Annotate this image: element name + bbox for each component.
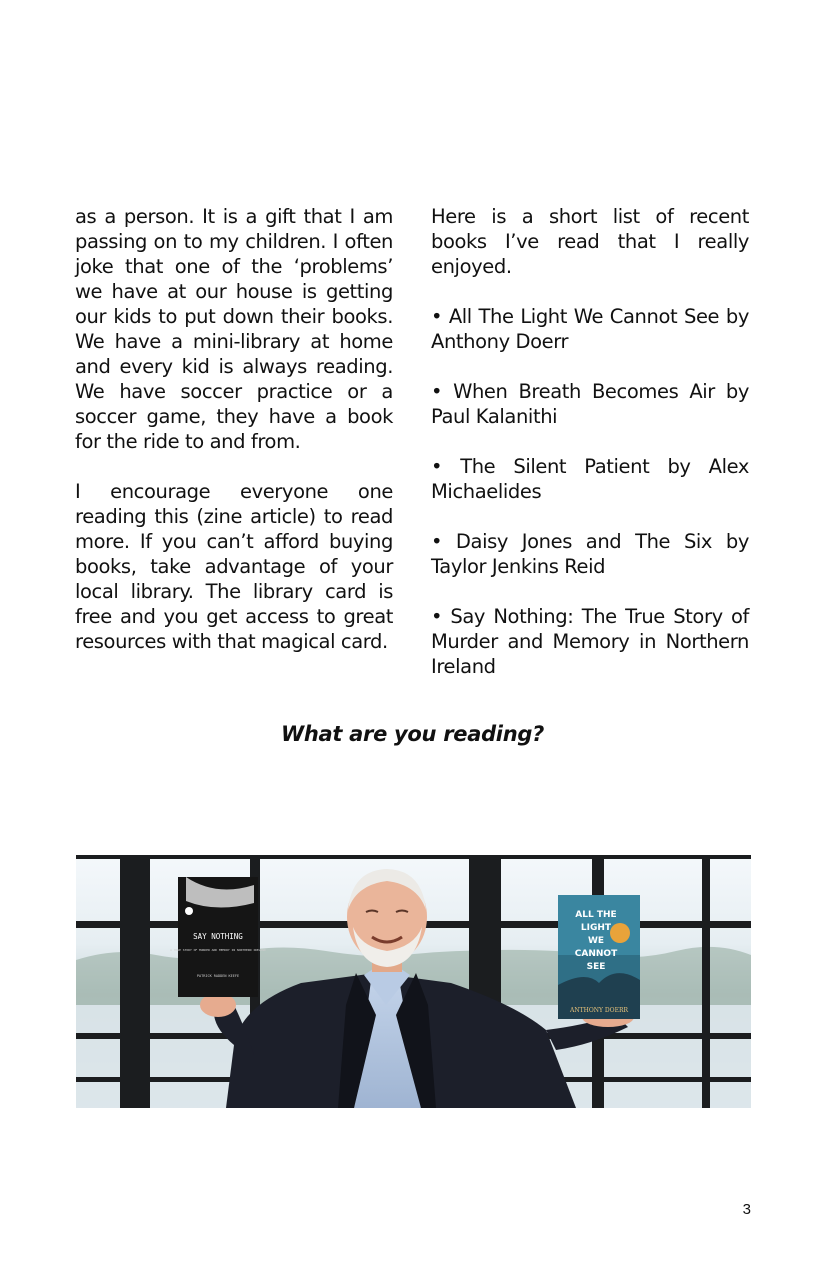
left-column bbox=[75, 204, 393, 679]
man-holding-books-photo bbox=[76, 855, 751, 1108]
book-list bbox=[431, 304, 749, 679]
paragraph-reading-at-home: as a person. It is a gift that I am passing on to my children. I often joke that one of the ‘problems’ we have at our house is getting our kids to put down their books. We have a mini-library at home and every kid is always reading. We have soccer practice or a soccer game, they have a book for the ride to and from. bbox=[75, 205, 393, 453]
all-the-light-author: ANTHONY DOERR bbox=[570, 1007, 628, 1014]
say-nothing-subtitle: A TRUE STORY OF MURDER AND MEMORY IN NORTHERN IRELAND bbox=[170, 948, 266, 952]
all-the-light-title-line: ALL THE bbox=[575, 910, 617, 920]
book-list-item: • Daisy Jones and The Six by Taylor Jenkins Reid bbox=[431, 530, 749, 578]
say-nothing-title: SAY NOTHING bbox=[193, 932, 243, 941]
all-the-light-title-line: SEE bbox=[586, 962, 606, 972]
say-nothing-book-cover bbox=[170, 877, 266, 997]
all-the-light-title-line: LIGHT bbox=[580, 923, 612, 933]
book-list-item: • The Silent Patient by Alex Michaelides bbox=[431, 455, 749, 503]
say-nothing-author: PATRICK RADDEN KEEFE bbox=[196, 974, 240, 978]
all-the-light-title-line: CANNOT bbox=[574, 949, 618, 959]
book-list-intro: Here is a short list of recent books I’ve read that I really enjoyed. bbox=[431, 205, 749, 278]
book-list-item: • All The Light We Cannot See by Anthony Doerr bbox=[431, 305, 749, 353]
book-list-item: • When Breath Becomes Air by Paul Kalanithi bbox=[431, 380, 749, 428]
closing-question: What are you reading? bbox=[281, 722, 544, 746]
all-the-light-book-cover bbox=[558, 895, 640, 1019]
all-the-light-title-line: WE bbox=[587, 936, 605, 946]
paragraph-library-encouragement: I encourage everyone one reading this (zine article) to read more. If you can’t afford buying books, take advantage of your local library. The library card is free and you get access to great resources with that magical card. bbox=[75, 480, 393, 653]
page-number: 3 bbox=[742, 1201, 751, 1218]
book-list-item: • Say Nothing: The True Story of Murder and Memory in Northern Ireland bbox=[431, 605, 749, 678]
right-column bbox=[431, 204, 749, 704]
